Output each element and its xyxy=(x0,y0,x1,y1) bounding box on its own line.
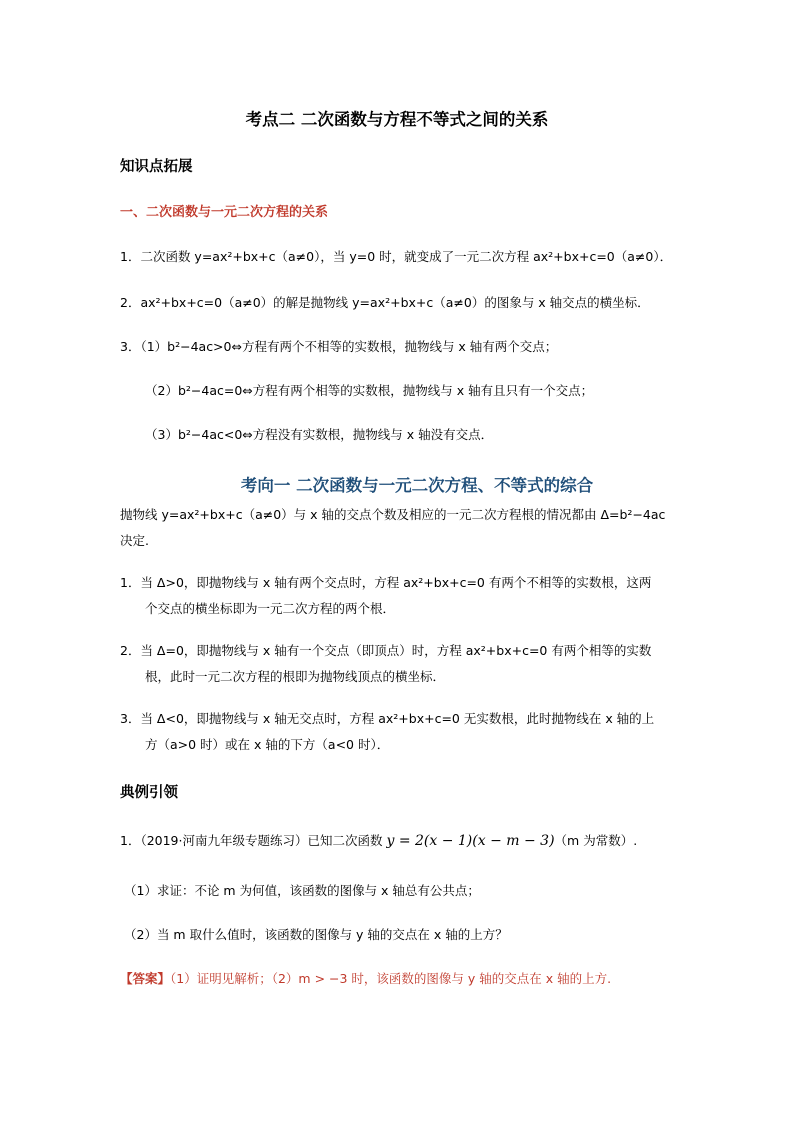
knowledge-point-2: 2．ax²+bx+c=0（a≠0）的解是抛物线 y=ax²+bx+c（a≠0）的图象与 x 轴交点的横坐标． xyxy=(120,295,650,310)
example-1-question-2: （2）当 m 取什么值时，该函数的图像与 y 轴的交点在 x 轴的上方？ xyxy=(124,927,508,942)
intro-line-2: 决定. xyxy=(120,533,149,548)
knowledge-point-1: 1．二次函数 y=ax²+bx+c（a≠0），当 y=0 时，就变成了一元二次方程 ax²+bx+c=0（a≠0）． xyxy=(120,249,673,264)
knowledge-point-3-2: （2）b²−4ac=0⇔方程有两个相等的实数根，抛物线与 x 轴有且只有一个交点； xyxy=(145,383,594,398)
answer-label: 【答案】 xyxy=(120,971,171,986)
subsection-heading: 一、二次函数与一元二次方程的关系 xyxy=(120,205,329,220)
knowledge-point-3-1: 3．（1）b²−4ac>0⇔方程有两个不相等的实数根，抛物线与 x 轴有两个交点； xyxy=(120,339,558,354)
example-1-question-1: （1）求证：不论 m 为何值，该函数的图像与 x 轴总有公共点； xyxy=(124,883,480,898)
section-heading-knowledge: 知识点拓展 xyxy=(120,159,193,175)
case-1-line-2: 个交点的横坐标即为一元二次方程的两个根． xyxy=(145,601,396,616)
section-heading-examples: 典例引领 xyxy=(120,785,178,801)
example-1-suffix: （m 为常数）. xyxy=(554,833,638,848)
case-3-line-2: 方（a>0 时）或在 x 轴的下方（a<0 时）． xyxy=(145,737,390,752)
answer-text: （1）证明见解析；（2）m > −3 时，该函数的图像与 y 轴的交点在 x 轴的上方. xyxy=(170,971,612,986)
example-1-prefix: 1．（2019·河南九年级专题练习）已知二次函数 xyxy=(120,833,387,848)
example-1-formula: y = 2(x − 1)(x − m − 3) xyxy=(386,833,555,849)
case-3-line-1: 3．当 Δ<0，即抛物线与 x 轴无交点时，方程 ax²+bx+c=0 无实数根，此时抛物线在 x 轴的上 xyxy=(120,711,655,726)
case-1-line-1: 1．当 Δ>0，即抛物线与 x 轴有两个交点时，方程 ax²+bx+c=0 有两个不相等的实数根，这两 xyxy=(120,575,652,590)
case-2-line-2: 根，此时一元二次方程的根即为抛物线顶点的横坐标． xyxy=(145,669,446,684)
knowledge-point-3-3: （3）b²−4ac<0⇔方程没有实数根，抛物线与 x 轴没有交点． xyxy=(145,427,494,442)
direction-heading: 考向一 二次函数与一元二次方程、不等式的综合 xyxy=(240,476,594,495)
answer-line xyxy=(120,970,611,988)
example-1-stem xyxy=(120,832,637,850)
case-2-line-1: 2．当 Δ=0，即抛物线与 x 轴有一个交点（即顶点）时，方程 ax²+bx+c=0 有两个相等的实数 xyxy=(120,643,652,658)
intro-line-1: 抛物线 y=ax²+bx+c（a≠0）与 x 轴的交点个数及相应的一元二次方程根的情况都由 Δ=b²−4ac xyxy=(120,507,666,522)
page-title: 考点二 二次函数与方程不等式之间的关系 xyxy=(245,110,549,129)
